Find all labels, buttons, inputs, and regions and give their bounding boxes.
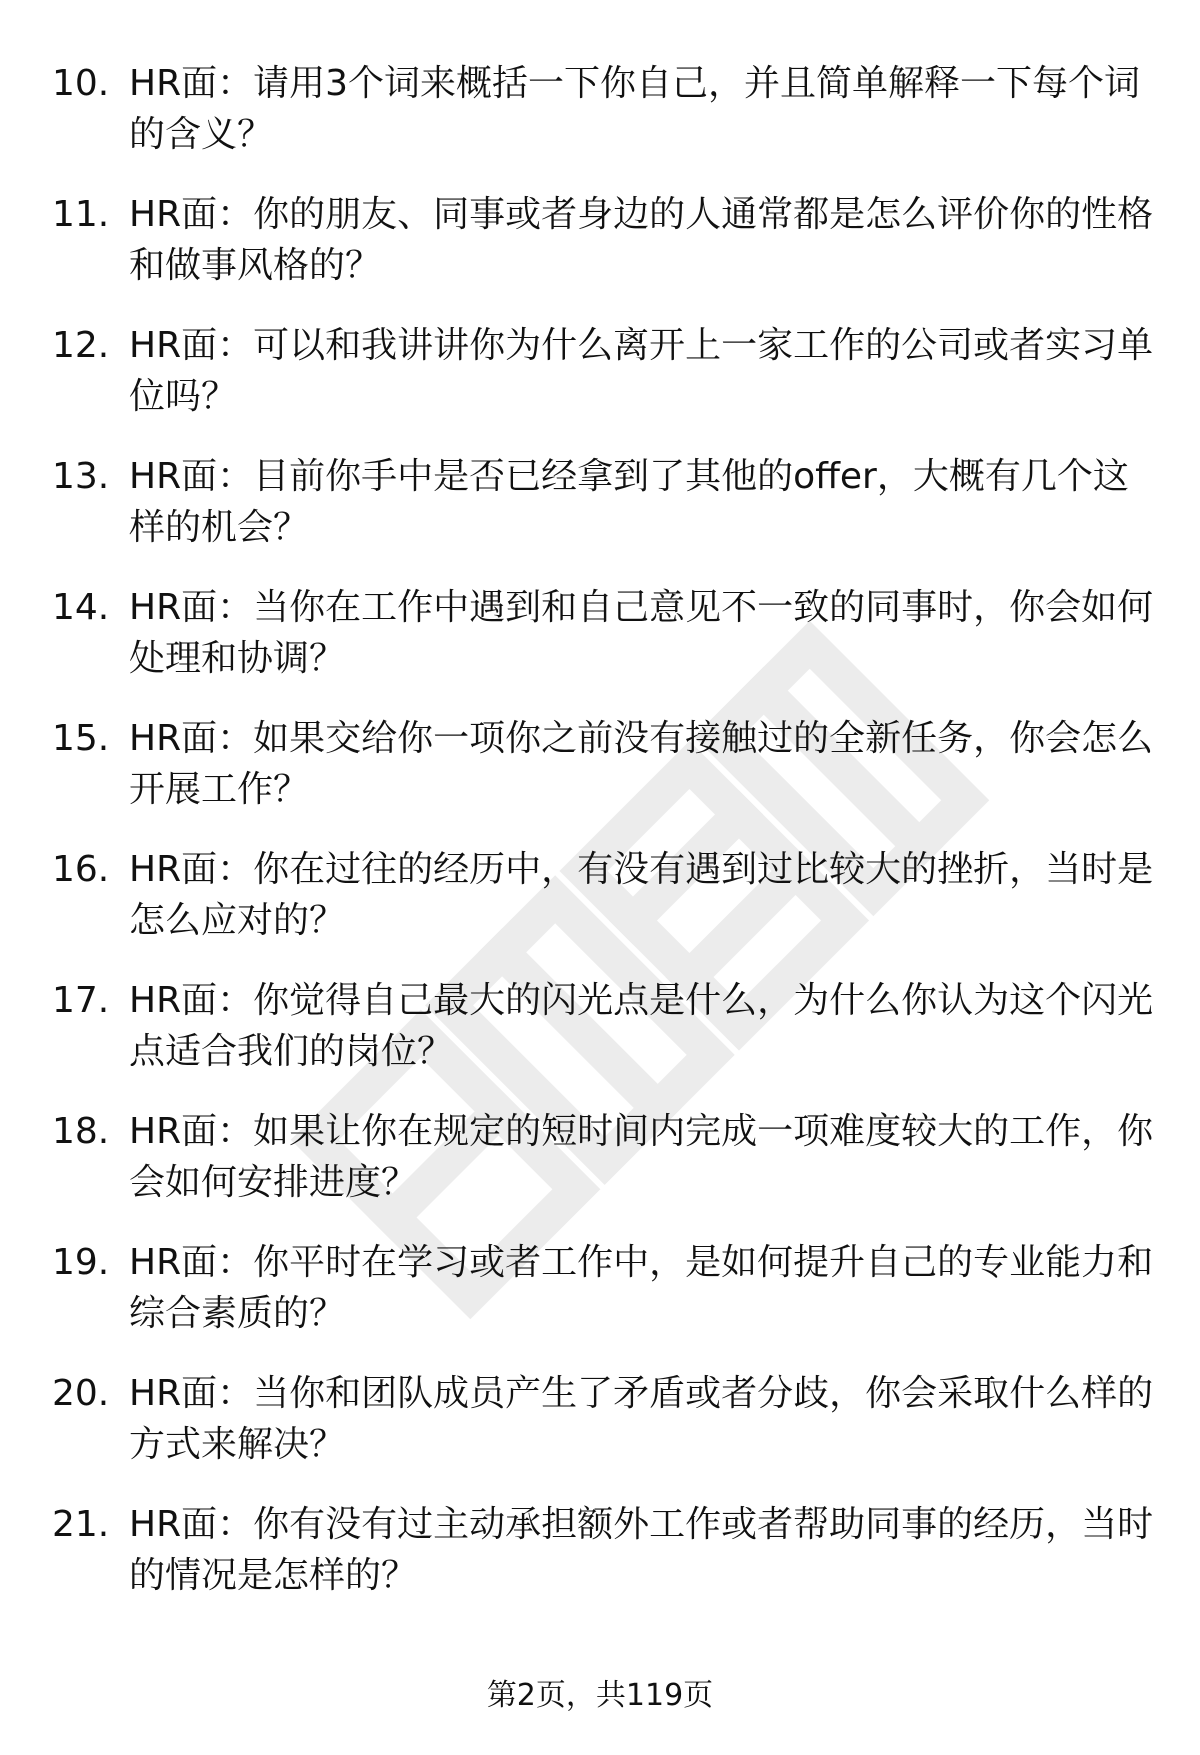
question-number: 14. (52, 587, 110, 628)
question-number: 16. (52, 849, 110, 890)
question-text: HR面：如果交给你一项你之前没有接触过的全新任务，你会怎么开展工作？ (129, 718, 1154, 810)
question-text: HR面：请用3个词来概括一下你自己，并且简单解释一下每个词的含义？ (129, 63, 1140, 155)
question-number: 10. (52, 63, 110, 104)
question-number: 15. (52, 718, 110, 759)
question-item (0, 1368, 1200, 1499)
question-text: HR面：你平时在学习或者工作中，是如何提升自己的专业能力和综合素质的？ (129, 1242, 1154, 1334)
question-text: HR面：你在过往的经历中，有没有遇到过比较大的挫折，当时是怎么应对的？ (129, 849, 1154, 941)
question-text: HR面：你觉得自己最大的闪光点是什么，为什么你认为这个闪光点适合我们的岗位？ (129, 980, 1154, 1072)
page-number-label: 第2页，共119页 (486, 1678, 714, 1713)
question-item (0, 451, 1200, 582)
question-text: HR面：如果让你在规定的短时间内完成一项难度较大的工作，你会如何安排进度？ (129, 1111, 1154, 1203)
question-number: 17. (52, 980, 110, 1021)
question-item (0, 58, 1200, 189)
question-item (0, 1499, 1200, 1630)
question-item (0, 713, 1200, 844)
question-list (0, 58, 1200, 1630)
question-text: HR面：目前你手中是否已经拿到了其他的offer，大概有几个这样的机会？ (129, 456, 1129, 548)
question-text: HR面：当你和团队成员产生了矛盾或者分歧，你会采取什么样的方式来解决？ (129, 1373, 1154, 1465)
page-footer (0, 1676, 1200, 1716)
question-item (0, 320, 1200, 451)
question-number: 18. (52, 1111, 110, 1152)
question-number: 11. (52, 194, 110, 235)
question-number: 13. (52, 456, 110, 497)
question-item (0, 1106, 1200, 1237)
question-number: 12. (52, 325, 110, 366)
question-text: HR面：你有没有过主动承担额外工作或者帮助同事的经历，当时的情况是怎样的？ (129, 1504, 1154, 1596)
question-number: 20. (52, 1373, 110, 1414)
question-item (0, 975, 1200, 1106)
question-number: 19. (52, 1242, 110, 1283)
question-text: HR面：可以和我讲讲你为什么离开上一家工作的公司或者实习单位吗？ (129, 325, 1154, 417)
question-item (0, 189, 1200, 320)
question-text: HR面：当你在工作中遇到和自己意见不一致的同事时，你会如何处理和协调？ (129, 587, 1154, 679)
question-number: 21. (52, 1504, 110, 1545)
question-item (0, 582, 1200, 713)
question-text: HR面：你的朋友、同事或者身边的人通常都是怎么评价你的性格和做事风格的？ (129, 194, 1154, 286)
question-item (0, 1237, 1200, 1368)
question-item (0, 844, 1200, 975)
